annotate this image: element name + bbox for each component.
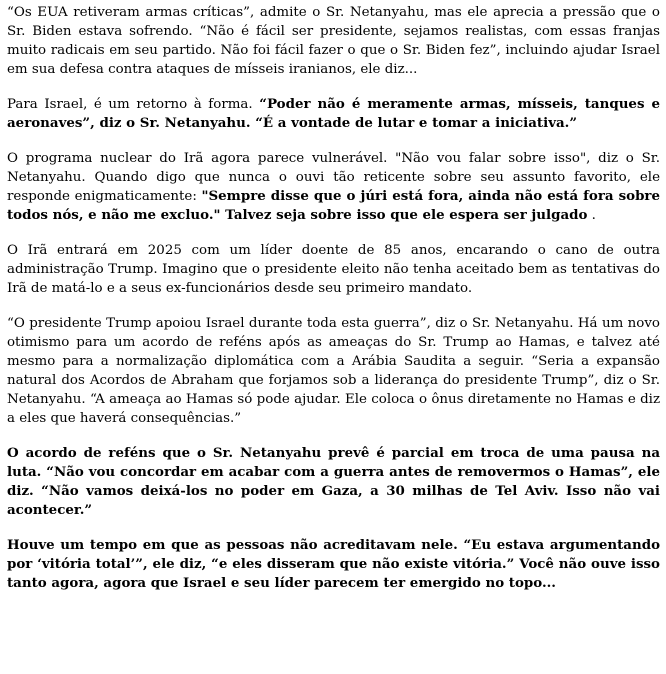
- paragraph-2: [7, 95, 660, 133]
- paragraph-3-text: O programa nuclear do Irã agora parece vulnerável. "Não vou falar sobre isso", diz o Sr. Netanyahu. Quando digo que nunca o ouvi tão reticente sobre seu assunto favorito, ele responde enigmaticamente:: [7, 151, 660, 204]
- paragraph-5: [7, 314, 660, 428]
- paragraph-3: [7, 149, 660, 225]
- paragraph-2-text: Para Israel, é um retorno à forma.: [7, 97, 260, 112]
- paragraph-7-text: Houve um tempo em que as pessoas não acreditavam nele. “Eu estava argumentando por ‘vitória total’”, ele diz, “e eles disseram que não existe vitória.” Você não ouve isso tanto agora, agora que Israel e seu líder parecem ter emergido no topo...: [7, 537, 660, 591]
- paragraph-5-text: “O presidente Trump apoiou Israel durante toda esta guerra”, diz o Sr. Netanyahu. Há um novo otimismo para um acordo de reféns após as ameaças do Sr. Trump ao Hamas, e talvez até mesmo para a normalização diplomática com a Arábia Saudita a seguir. “Seria a expansão natural dos Acordos de Abraham que forjamos sob a liderança do presidente Trump”, diz o Sr. Netanyahu. “A ameaça ao Hamas só pode ajudar. Ele coloca o ônus diretamente no Hamas e diz a eles que haverá consequências.”: [7, 316, 660, 426]
- paragraph-2-quote: “Poder não é meramente armas, mísseis, tanques e aeronaves”, diz o Sr. Netanyahu. “É a vontade de lutar e tomar a iniciativa.”: [7, 96, 660, 131]
- paragraph-3-end: .: [587, 208, 596, 223]
- paragraph-6-text: O acordo de reféns que o Sr. Netanyahu prevê é parcial em troca de uma pausa na luta. “Não vou concordar em acabar com a guerra antes de removermos o Hamas”, ele diz. “Não vamos deixá-los no poder em Gaza, a 30 milhas de Tel Aviv. Isso não vai acontecer.”: [7, 445, 660, 518]
- paragraph-7: [7, 536, 660, 593]
- paragraph-1-text: “Os EUA retiveram armas críticas”, admite o Sr. Netanyahu, mas ele aprecia a pressão que o Sr. Biden estava sofrendo. “Não é fácil ser presidente, sejamos realistas, com essas franjas muito radicais em seu partido. Não foi fácil fazer o que o Sr. Biden fez”, incluindo ajudar Israel em sua defesa contra ataques de mísseis iranianos, ele diz...: [7, 5, 660, 77]
- paragraph-3-quote: "Sempre disse que o júri está fora, ainda não está fora sobre todos nós, e não me excluo." Talvez seja sobre isso que ele espera ser julgado: [7, 188, 661, 223]
- paragraph-6: [7, 444, 660, 520]
- paragraph-1: [7, 3, 660, 79]
- paragraph-4-text: O Irã entrará em 2025 com um líder doente de 85 anos, encarando o cano de outra administração Trump. Imagino que o presidente eleito não tenha aceitado bem as tentativas do Irã de matá-lo e a seus ex-funcionários desde seu primeiro mandato.: [7, 243, 660, 296]
- paragraph-4: [7, 241, 660, 298]
